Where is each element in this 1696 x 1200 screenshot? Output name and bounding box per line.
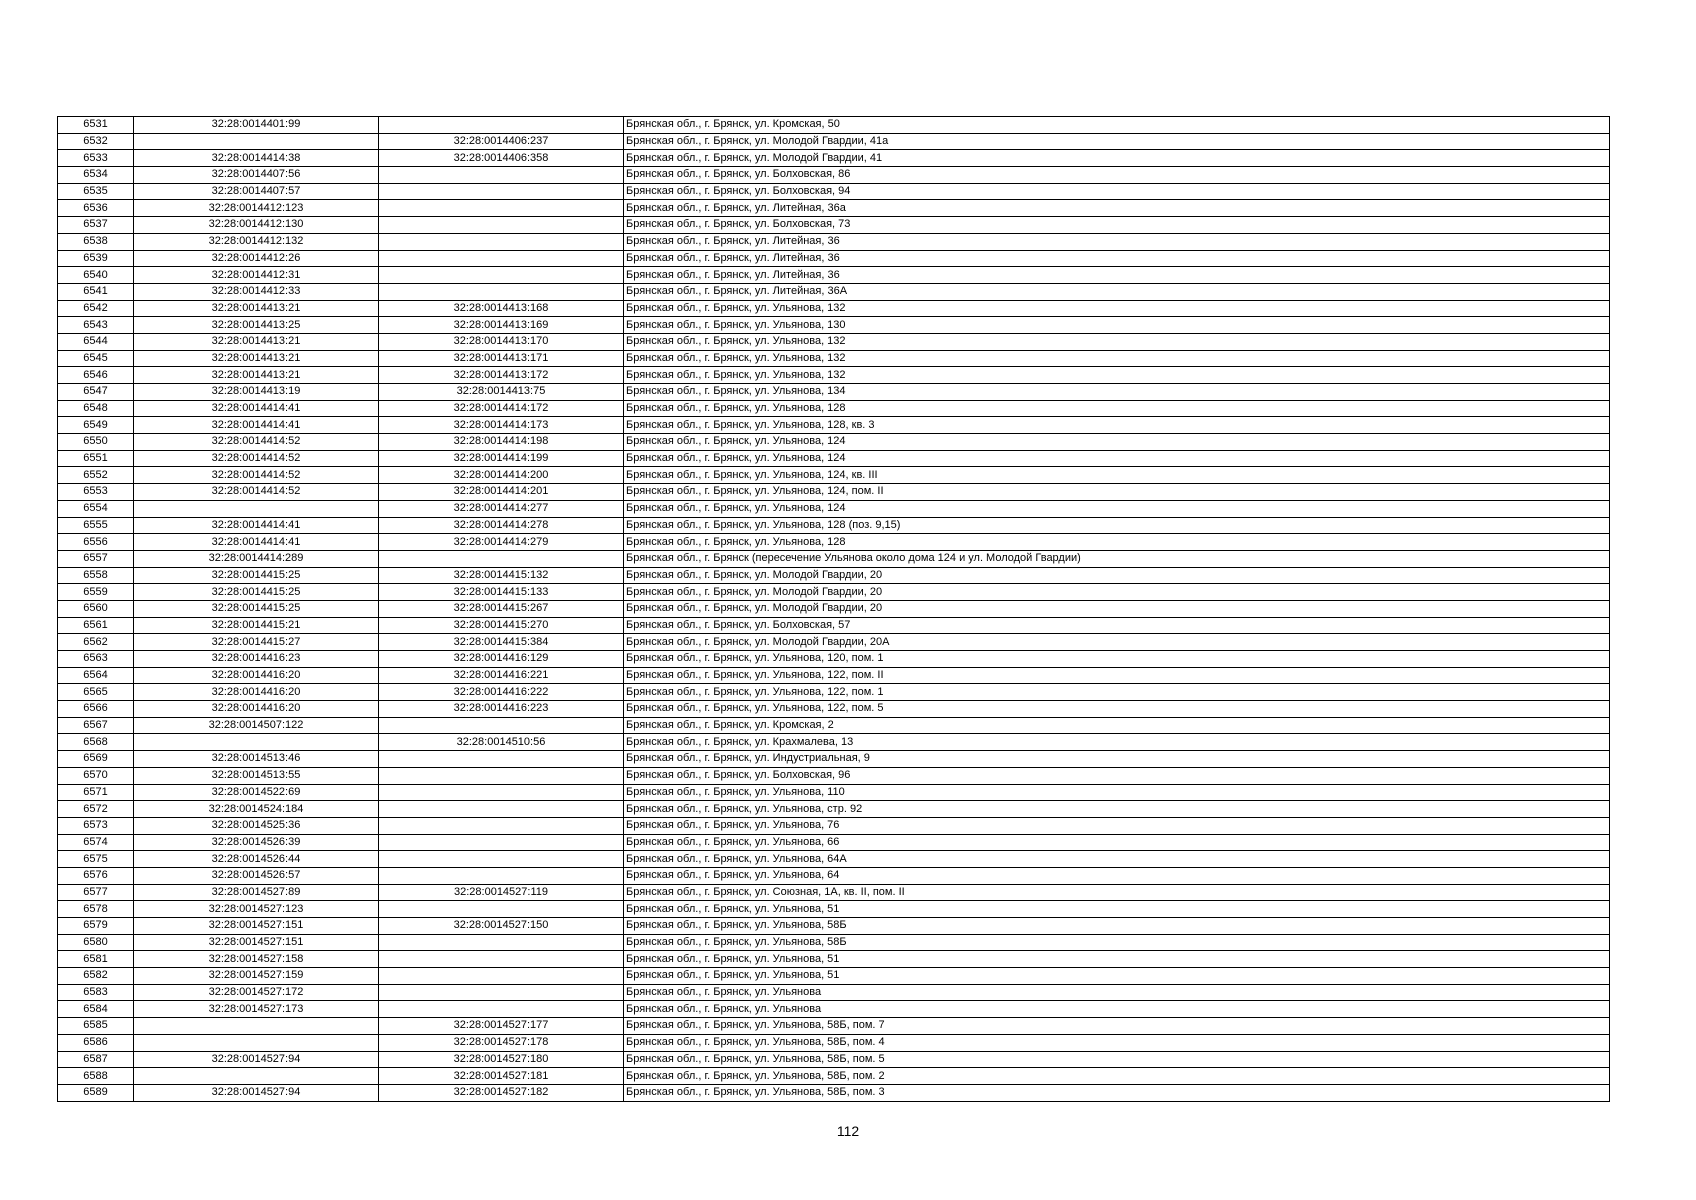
address-cell: Брянская обл., г. Брянск, ул. Ульянова, 132 (624, 300, 1610, 317)
row-number-cell: 6548 (58, 400, 134, 417)
row-number-cell: 6579 (58, 918, 134, 935)
linked-cadastral-number-cell (379, 1001, 624, 1018)
row-number-cell: 6547 (58, 384, 134, 401)
linked-cadastral-number-cell: 32:28:0014527:180 (379, 1051, 624, 1068)
address-cell: Брянская обл., г. Брянск, ул. Ульянова, 51 (624, 901, 1610, 918)
linked-cadastral-number-cell: 32:28:0014413:75 (379, 384, 624, 401)
table-row (58, 751, 1610, 768)
table-row (58, 217, 1610, 234)
table-row (58, 183, 1610, 200)
cadastral-number-cell: 32:28:0014416:20 (134, 684, 379, 701)
table-row (58, 300, 1610, 317)
cadastral-number-cell: 32:28:0014414:52 (134, 484, 379, 501)
address-cell: Брянская обл., г. Брянск, ул. Ульянова, 122, пом. II (624, 667, 1610, 684)
row-number-cell: 6533 (58, 150, 134, 167)
cadastral-number-cell: 32:28:0014415:25 (134, 600, 379, 617)
address-cell: Брянская обл., г. Брянск, ул. Ульянова, 128 (поз. 9,15) (624, 517, 1610, 534)
cadastral-number-cell: 32:28:0014415:27 (134, 634, 379, 651)
table-row (58, 867, 1610, 884)
row-number-cell: 6551 (58, 450, 134, 467)
address-cell: Брянская обл., г. Брянск, ул. Ульянова, 134 (624, 384, 1610, 401)
row-number-cell: 6543 (58, 317, 134, 334)
address-cell: Брянская обл., г. Брянск, ул. Ульянова (624, 1001, 1610, 1018)
linked-cadastral-number-cell (379, 951, 624, 968)
address-cell: Брянская обл., г. Брянск, ул. Ульянова, 58Б, пом. 2 (624, 1068, 1610, 1085)
address-cell: Брянская обл., г. Брянск, ул. Крахмалева, 13 (624, 734, 1610, 751)
cadastral-number-cell: 32:28:0014415:25 (134, 584, 379, 601)
address-cell: Брянская обл., г. Брянск, ул. Ульянова, 124, пом. II (624, 484, 1610, 501)
row-number-cell: 6550 (58, 434, 134, 451)
table-row (58, 333, 1610, 350)
linked-cadastral-number-cell (379, 267, 624, 284)
cadastral-number-cell: 32:28:0014527:172 (134, 984, 379, 1001)
table-row (58, 901, 1610, 918)
cadastral-number-cell: 32:28:0014416:20 (134, 701, 379, 718)
row-number-cell: 6545 (58, 350, 134, 367)
table-row (58, 734, 1610, 751)
table-row (58, 450, 1610, 467)
cadastral-number-cell: 32:28:0014414:41 (134, 400, 379, 417)
linked-cadastral-number-cell (379, 751, 624, 768)
linked-cadastral-number-cell: 32:28:0014527:177 (379, 1018, 624, 1035)
cadastral-number-cell: 32:28:0014414:52 (134, 450, 379, 467)
row-number-cell: 6556 (58, 534, 134, 551)
table-row (58, 817, 1610, 834)
address-cell: Брянская обл., г. Брянск, ул. Молодой Гвардии, 20А (624, 634, 1610, 651)
address-cell: Брянская обл., г. Брянск, ул. Ульянова, 124 (624, 434, 1610, 451)
table-row (58, 1068, 1610, 1085)
address-cell: Брянская обл., г. Брянск, ул. Ульянова, 132 (624, 350, 1610, 367)
address-cell: Брянская обл., г. Брянск, ул. Ульянова, 120, пом. 1 (624, 651, 1610, 668)
linked-cadastral-number-cell (379, 217, 624, 234)
linked-cadastral-number-cell: 32:28:0014414:277 (379, 500, 624, 517)
address-cell: Брянская обл., г. Брянск, ул. Литейная, 36А (624, 283, 1610, 300)
cadastral-number-cell: 32:28:0014527:173 (134, 1001, 379, 1018)
cadastral-number-cell: 32:28:0014526:57 (134, 867, 379, 884)
row-number-cell: 6586 (58, 1034, 134, 1051)
address-cell: Брянская обл., г. Брянск (пересечение Ульянова около дома 124 и ул. Молодой Гвардии) (624, 550, 1610, 567)
row-number-cell: 6539 (58, 250, 134, 267)
cadastral-number-cell: 32:28:0014412:26 (134, 250, 379, 267)
cadastral-number-cell: 32:28:0014414:52 (134, 467, 379, 484)
table-row (58, 651, 1610, 668)
row-number-cell: 6577 (58, 884, 134, 901)
linked-cadastral-number-cell: 32:28:0014406:358 (379, 150, 624, 167)
row-number-cell: 6534 (58, 167, 134, 184)
linked-cadastral-number-cell (379, 934, 624, 951)
row-number-cell: 6531 (58, 117, 134, 134)
linked-cadastral-number-cell: 32:28:0014527:150 (379, 918, 624, 935)
linked-cadastral-number-cell (379, 767, 624, 784)
linked-cadastral-number-cell (379, 984, 624, 1001)
linked-cadastral-number-cell: 32:28:0014413:172 (379, 367, 624, 384)
table-row (58, 367, 1610, 384)
address-cell: Брянская обл., г. Брянск, ул. Ульянова, 132 (624, 333, 1610, 350)
table-row (58, 233, 1610, 250)
linked-cadastral-number-cell: 32:28:0014415:270 (379, 617, 624, 634)
linked-cadastral-number-cell: 32:28:0014414:201 (379, 484, 624, 501)
address-cell: Брянская обл., г. Брянск, ул. Союзная, 1А, кв. II, пом. II (624, 884, 1610, 901)
cadastral-number-cell (134, 1034, 379, 1051)
address-cell: Брянская обл., г. Брянск, ул. Молодой Гвардии, 20 (624, 600, 1610, 617)
linked-cadastral-number-cell: 32:28:0014414:278 (379, 517, 624, 534)
table-row (58, 317, 1610, 334)
address-cell: Брянская обл., г. Брянск, ул. Индустриальная, 9 (624, 751, 1610, 768)
row-number-cell: 6562 (58, 634, 134, 651)
row-number-cell: 6575 (58, 851, 134, 868)
linked-cadastral-number-cell: 32:28:0014414:199 (379, 450, 624, 467)
cadastral-number-cell: 32:28:0014414:41 (134, 517, 379, 534)
table-row (58, 550, 1610, 567)
cadastral-number-cell: 32:28:0014527:151 (134, 934, 379, 951)
cadastral-number-cell: 32:28:0014526:39 (134, 834, 379, 851)
address-cell: Брянская обл., г. Брянск, ул. Болховская, 73 (624, 217, 1610, 234)
row-number-cell: 6557 (58, 550, 134, 567)
linked-cadastral-number-cell (379, 834, 624, 851)
address-cell: Брянская обл., г. Брянск, ул. Ульянова, 124 (624, 500, 1610, 517)
cadastral-number-cell: 32:28:0014524:184 (134, 801, 379, 818)
table-row (58, 434, 1610, 451)
row-number-cell: 6538 (58, 233, 134, 250)
row-number-cell: 6584 (58, 1001, 134, 1018)
table-row (58, 467, 1610, 484)
cadastral-number-cell: 32:28:0014412:31 (134, 267, 379, 284)
row-number-cell: 6554 (58, 500, 134, 517)
row-number-cell: 6571 (58, 784, 134, 801)
table-row (58, 484, 1610, 501)
table-row (58, 617, 1610, 634)
address-cell: Брянская обл., г. Брянск, ул. Ульянова, стр. 92 (624, 801, 1610, 818)
table-row (58, 400, 1610, 417)
table-row (58, 417, 1610, 434)
table-row (58, 701, 1610, 718)
cadastral-number-cell (134, 500, 379, 517)
table-row (58, 801, 1610, 818)
address-cell: Брянская обл., г. Брянск, ул. Ульянова, 64 (624, 867, 1610, 884)
cadastral-number-cell: 32:28:0014415:25 (134, 567, 379, 584)
table-row (58, 133, 1610, 150)
address-cell: Брянская обл., г. Брянск, ул. Ульянова, 58Б, пом. 7 (624, 1018, 1610, 1035)
table-row (58, 934, 1610, 951)
linked-cadastral-number-cell: 32:28:0014527:182 (379, 1084, 624, 1101)
address-cell: Брянская обл., г. Брянск, ул. Ульянова, 110 (624, 784, 1610, 801)
table-row (58, 951, 1610, 968)
cadastral-number-cell: 32:28:0014527:159 (134, 968, 379, 985)
row-number-cell: 6573 (58, 817, 134, 834)
cadastral-number-cell: 32:28:0014413:21 (134, 350, 379, 367)
row-number-cell: 6560 (58, 600, 134, 617)
address-cell: Брянская обл., г. Брянск, ул. Болховская, 94 (624, 183, 1610, 200)
row-number-cell: 6589 (58, 1084, 134, 1101)
row-number-cell: 6569 (58, 751, 134, 768)
address-cell: Брянская обл., г. Брянск, ул. Литейная, 36 (624, 233, 1610, 250)
row-number-cell: 6583 (58, 984, 134, 1001)
address-cell: Брянская обл., г. Брянск, ул. Ульянова, 58Б, пом. 4 (624, 1034, 1610, 1051)
address-cell: Брянская обл., г. Брянск, ул. Ульянова, 128 (624, 534, 1610, 551)
address-cell: Брянская обл., г. Брянск, ул. Ульянова, 122, пом. 5 (624, 701, 1610, 718)
table-row (58, 250, 1610, 267)
table-row (58, 1001, 1610, 1018)
table-row (58, 968, 1610, 985)
table-row (58, 634, 1610, 651)
linked-cadastral-number-cell (379, 784, 624, 801)
cadastral-number-cell: 32:28:0014407:57 (134, 183, 379, 200)
cadastral-number-cell: 32:28:0014407:56 (134, 167, 379, 184)
address-cell: Брянская обл., г. Брянск, ул. Болховская, 96 (624, 767, 1610, 784)
linked-cadastral-number-cell: 32:28:0014414:172 (379, 400, 624, 417)
address-cell: Брянская обл., г. Брянск, ул. Ульянова, 124 (624, 450, 1610, 467)
address-cell: Брянская обл., г. Брянск, ул. Ульянова, 58Б (624, 934, 1610, 951)
table-row (58, 834, 1610, 851)
address-cell: Брянская обл., г. Брянск, ул. Молодой Гвардии, 20 (624, 567, 1610, 584)
linked-cadastral-number-cell: 32:28:0014415:132 (379, 567, 624, 584)
row-number-cell: 6558 (58, 567, 134, 584)
address-cell: Брянская обл., г. Брянск, ул. Ульянова, 122, пом. 1 (624, 684, 1610, 701)
table-row (58, 167, 1610, 184)
row-number-cell: 6580 (58, 934, 134, 951)
linked-cadastral-number-cell: 32:28:0014415:384 (379, 634, 624, 651)
linked-cadastral-number-cell (379, 717, 624, 734)
linked-cadastral-number-cell: 32:28:0014414:279 (379, 534, 624, 551)
cadastral-number-cell: 32:28:0014527:89 (134, 884, 379, 901)
address-cell: Брянская обл., г. Брянск, ул. Кромская, 50 (624, 117, 1610, 134)
linked-cadastral-number-cell: 32:28:0014415:133 (379, 584, 624, 601)
linked-cadastral-number-cell: 32:28:0014416:223 (379, 701, 624, 718)
linked-cadastral-number-cell (379, 283, 624, 300)
linked-cadastral-number-cell: 32:28:0014413:169 (379, 317, 624, 334)
table-row (58, 767, 1610, 784)
table-row (58, 283, 1610, 300)
table-body (58, 117, 1610, 1102)
cadastral-number-cell: 32:28:0014414:41 (134, 417, 379, 434)
cadastral-number-cell: 32:28:0014413:21 (134, 367, 379, 384)
cadastral-number-cell (134, 1068, 379, 1085)
cadastral-number-cell: 32:28:0014401:99 (134, 117, 379, 134)
address-cell: Брянская обл., г. Брянск, ул. Болховская, 57 (624, 617, 1610, 634)
linked-cadastral-number-cell: 32:28:0014510:56 (379, 734, 624, 751)
table-row (58, 851, 1610, 868)
table-row (58, 150, 1610, 167)
row-number-cell: 6555 (58, 517, 134, 534)
cadastral-number-cell: 32:28:0014414:52 (134, 434, 379, 451)
linked-cadastral-number-cell (379, 550, 624, 567)
cadastral-number-cell: 32:28:0014416:23 (134, 651, 379, 668)
linked-cadastral-number-cell (379, 200, 624, 217)
cadastral-number-cell: 32:28:0014507:122 (134, 717, 379, 734)
linked-cadastral-number-cell (379, 968, 624, 985)
cadastral-number-cell (134, 1018, 379, 1035)
table-row (58, 918, 1610, 935)
linked-cadastral-number-cell (379, 233, 624, 250)
table-row (58, 567, 1610, 584)
cadastral-number-cell: 32:28:0014527:151 (134, 918, 379, 935)
row-number-cell: 6542 (58, 300, 134, 317)
linked-cadastral-number-cell: 32:28:0014413:170 (379, 333, 624, 350)
table-row (58, 1018, 1610, 1035)
linked-cadastral-number-cell: 32:28:0014413:171 (379, 350, 624, 367)
row-number-cell: 6582 (58, 968, 134, 985)
property-table (57, 116, 1610, 1102)
cadastral-number-cell: 32:28:0014413:19 (134, 384, 379, 401)
row-number-cell: 6587 (58, 1051, 134, 1068)
cadastral-number-cell: 32:28:0014527:94 (134, 1051, 379, 1068)
table-row (58, 384, 1610, 401)
linked-cadastral-number-cell: 32:28:0014413:168 (379, 300, 624, 317)
cadastral-number-cell: 32:28:0014414:38 (134, 150, 379, 167)
address-cell: Брянская обл., г. Брянск, ул. Литейная, 36 (624, 250, 1610, 267)
table-row (58, 1034, 1610, 1051)
cadastral-number-cell: 32:28:0014413:25 (134, 317, 379, 334)
row-number-cell: 6540 (58, 267, 134, 284)
linked-cadastral-number-cell (379, 183, 624, 200)
row-number-cell: 6576 (58, 867, 134, 884)
address-cell: Брянская обл., г. Брянск, ул. Ульянова, 58Б (624, 918, 1610, 935)
linked-cadastral-number-cell (379, 250, 624, 267)
row-number-cell: 6565 (58, 684, 134, 701)
linked-cadastral-number-cell (379, 851, 624, 868)
row-number-cell: 6536 (58, 200, 134, 217)
linked-cadastral-number-cell: 32:28:0014527:119 (379, 884, 624, 901)
table-row (58, 534, 1610, 551)
table-row (58, 200, 1610, 217)
cadastral-number-cell: 32:28:0014527:123 (134, 901, 379, 918)
table-row (58, 667, 1610, 684)
address-cell: Брянская обл., г. Брянск, ул. Молодой Гвардии, 41а (624, 133, 1610, 150)
address-cell: Брянская обл., г. Брянск, ул. Литейная, 36а (624, 200, 1610, 217)
linked-cadastral-number-cell: 32:28:0014527:181 (379, 1068, 624, 1085)
linked-cadastral-number-cell: 32:28:0014416:222 (379, 684, 624, 701)
row-number-cell: 6544 (58, 333, 134, 350)
address-cell: Брянская обл., г. Брянск, ул. Ульянова, 124, кв. III (624, 467, 1610, 484)
cadastral-number-cell: 32:28:0014413:21 (134, 333, 379, 350)
row-number-cell: 6535 (58, 183, 134, 200)
address-cell: Брянская обл., г. Брянск, ул. Ульянова, 128, кв. 3 (624, 417, 1610, 434)
cadastral-number-cell: 32:28:0014412:132 (134, 233, 379, 250)
address-cell: Брянская обл., г. Брянск, ул. Ульянова, 51 (624, 968, 1610, 985)
linked-cadastral-number-cell: 32:28:0014406:237 (379, 133, 624, 150)
row-number-cell: 6572 (58, 801, 134, 818)
row-number-cell: 6553 (58, 484, 134, 501)
cadastral-number-cell: 32:28:0014414:41 (134, 534, 379, 551)
cadastral-number-cell: 32:28:0014412:130 (134, 217, 379, 234)
address-cell: Брянская обл., г. Брянск, ул. Ульянова, 58Б, пом. 5 (624, 1051, 1610, 1068)
row-number-cell: 6581 (58, 951, 134, 968)
linked-cadastral-number-cell (379, 867, 624, 884)
cadastral-number-cell: 32:28:0014526:44 (134, 851, 379, 868)
row-number-cell: 6564 (58, 667, 134, 684)
row-number-cell: 6552 (58, 467, 134, 484)
row-number-cell: 6563 (58, 651, 134, 668)
address-cell: Брянская обл., г. Брянск, ул. Литейная, 36 (624, 267, 1610, 284)
page-number: 112 (836, 1123, 860, 1139)
table-row (58, 884, 1610, 901)
table-row (58, 1084, 1610, 1101)
linked-cadastral-number-cell: 32:28:0014414:198 (379, 434, 624, 451)
row-number-cell: 6537 (58, 217, 134, 234)
row-number-cell: 6566 (58, 701, 134, 718)
linked-cadastral-number-cell: 32:28:0014414:200 (379, 467, 624, 484)
table-row (58, 984, 1610, 1001)
address-cell: Брянская обл., г. Брянск, ул. Молодой Гвардии, 41 (624, 150, 1610, 167)
table-row (58, 784, 1610, 801)
row-number-cell: 6585 (58, 1018, 134, 1035)
linked-cadastral-number-cell: 32:28:0014414:173 (379, 417, 624, 434)
row-number-cell: 6546 (58, 367, 134, 384)
cadastral-number-cell: 32:28:0014413:21 (134, 300, 379, 317)
address-cell: Брянская обл., г. Брянск, ул. Ульянова, 51 (624, 951, 1610, 968)
linked-cadastral-number-cell (379, 817, 624, 834)
row-number-cell: 6549 (58, 417, 134, 434)
linked-cadastral-number-cell: 32:28:0014416:221 (379, 667, 624, 684)
row-number-cell: 6559 (58, 584, 134, 601)
table-row (58, 517, 1610, 534)
cadastral-number-cell: 32:28:0014527:94 (134, 1084, 379, 1101)
address-cell: Брянская обл., г. Брянск, ул. Ульянова, 132 (624, 367, 1610, 384)
cadastral-number-cell (134, 734, 379, 751)
row-number-cell: 6588 (58, 1068, 134, 1085)
table-row (58, 584, 1610, 601)
linked-cadastral-number-cell (379, 801, 624, 818)
address-cell: Брянская обл., г. Брянск, ул. Ульянова, 76 (624, 817, 1610, 834)
address-cell: Брянская обл., г. Брянск, ул. Ульянова, 64А (624, 851, 1610, 868)
table-row (58, 1051, 1610, 1068)
table-row (58, 117, 1610, 134)
row-number-cell: 6578 (58, 901, 134, 918)
address-cell: Брянская обл., г. Брянск, ул. Ульянова (624, 984, 1610, 1001)
row-number-cell: 6568 (58, 734, 134, 751)
table-row (58, 684, 1610, 701)
address-cell: Брянская обл., г. Брянск, ул. Ульянова, 66 (624, 834, 1610, 851)
cadastral-number-cell: 32:28:0014412:33 (134, 283, 379, 300)
address-cell: Брянская обл., г. Брянск, ул. Кромская, 2 (624, 717, 1610, 734)
row-number-cell: 6561 (58, 617, 134, 634)
row-number-cell: 6532 (58, 133, 134, 150)
row-number-cell: 6570 (58, 767, 134, 784)
address-cell: Брянская обл., г. Брянск, ул. Ульянова, 130 (624, 317, 1610, 334)
address-cell: Брянская обл., г. Брянск, ул. Ульянова, 58Б, пом. 3 (624, 1084, 1610, 1101)
row-number-cell: 6574 (58, 834, 134, 851)
cadastral-number-cell: 32:28:0014513:46 (134, 751, 379, 768)
address-cell: Брянская обл., г. Брянск, ул. Молодой Гвардии, 20 (624, 584, 1610, 601)
row-number-cell: 6541 (58, 283, 134, 300)
linked-cadastral-number-cell (379, 901, 624, 918)
cadastral-number-cell: 32:28:0014412:123 (134, 200, 379, 217)
cadastral-number-cell: 32:28:0014416:20 (134, 667, 379, 684)
cadastral-number-cell (134, 133, 379, 150)
linked-cadastral-number-cell: 32:28:0014416:129 (379, 651, 624, 668)
cadastral-number-cell: 32:28:0014513:55 (134, 767, 379, 784)
cadastral-number-cell: 32:28:0014527:158 (134, 951, 379, 968)
linked-cadastral-number-cell: 32:28:0014527:178 (379, 1034, 624, 1051)
cadastral-number-cell: 32:28:0014414:289 (134, 550, 379, 567)
linked-cadastral-number-cell (379, 117, 624, 134)
linked-cadastral-number-cell (379, 167, 624, 184)
cadastral-number-cell: 32:28:0014522:69 (134, 784, 379, 801)
cadastral-number-cell: 32:28:0014525:36 (134, 817, 379, 834)
table-row (58, 500, 1610, 517)
cadastral-number-cell: 32:28:0014415:21 (134, 617, 379, 634)
linked-cadastral-number-cell: 32:28:0014415:267 (379, 600, 624, 617)
row-number-cell: 6567 (58, 717, 134, 734)
table-row (58, 267, 1610, 284)
address-cell: Брянская обл., г. Брянск, ул. Ульянова, 128 (624, 400, 1610, 417)
table-row (58, 600, 1610, 617)
address-cell: Брянская обл., г. Брянск, ул. Болховская, 86 (624, 167, 1610, 184)
table-row (58, 717, 1610, 734)
table-row (58, 350, 1610, 367)
